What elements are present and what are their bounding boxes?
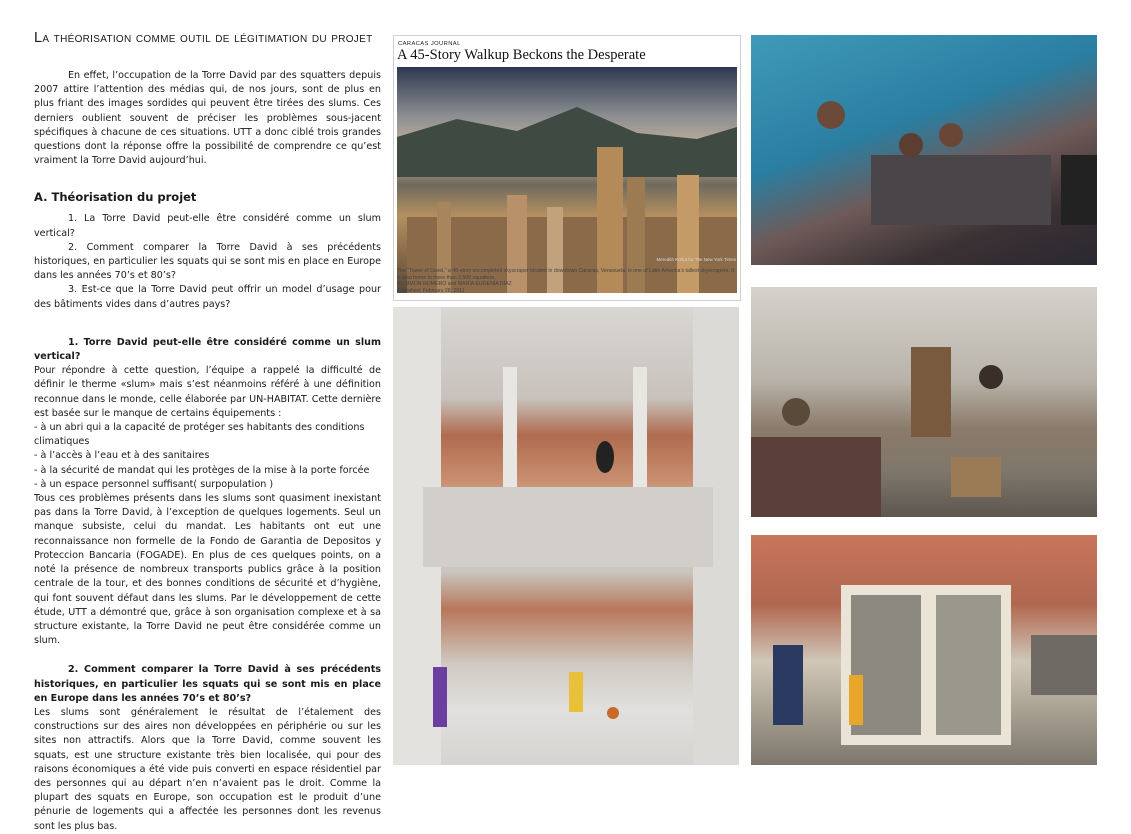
clipping-caption: The “Tower of David,” a 45-story uncompleted skyscraper located in downtown Caracas, Venezuela, is one of Latin America’s tallest skyscrapers. It is also home to more than 2,500 squatters. — [397, 268, 734, 281]
doorway-illustration — [751, 535, 1097, 765]
question-3: 3. Est-ce que la Torre David peut offrir un model d’usage pour des bâtiments vides dans d’autres pays? — [34, 284, 381, 310]
courtyard-illustration — [393, 307, 739, 765]
page-title: La théorisation comme outil de légitimation du projet — [34, 30, 373, 46]
q1-list-item: - à un espace personnel suffisant( surpopulation ) — [34, 478, 274, 490]
courtyard-basketball-photo — [393, 307, 739, 765]
room-illustration — [751, 287, 1097, 517]
residents-room-photo — [751, 287, 1097, 517]
q1-heading: 1. Torre David peut-elle être considéré comme un slum vertical? — [34, 336, 381, 363]
q2-text: Les slums sont généralement le résultat de l’étalement des constructions sur des aires non développées en périphérie ou sur les sites non attractifs. Alors que la Torre David, comme souvent les squats, est une structure existante très bien localisée, qui pour des raisons économiques a été vide puis converti en espace résidentiel par des personnes qui au départ n’en n’avaient pas le droit. Comme la plupart des squats en Europe, son occupation est le produit d’une pénurie de logements qui a affectée les personnes dont les revenus sont les plus bas. — [34, 706, 381, 832]
q1-conclusion: Tous ces problèmes présents dans les slums sont quasiment inexistant pas dans la Torre David, à l’exception de quelques logements. Seul un manque subsiste, celui du mandat. Les habitants ont eut une reconnaissance non formelle de la Fondo de Garantia de Depositos y Proteccion Bancaria (FOGADE). En plus de ces quelques points, on a noté la présence de nombreux transports publics grâce à la position centrale de la tour, et des bonnes conditions de sécurité et d’hygiène, qui font souvent défaut dans les slums. Par le développement de cette étude, UTT a démontré que, grâce à son organisation complexe et à sa structure existante, la Torre David ne peut être considérée comme un slum. — [34, 493, 381, 647]
clipping-headline: A 45-Story Walkup Beckons the Desperate — [397, 47, 646, 63]
q1-list-item: - à l’accès à l’eau et à des sanitaires — [34, 450, 210, 462]
living-room-illustration — [751, 35, 1097, 265]
q1-text: Pour répondre à cette question, l’équipe a rappelé la difficulté de définir le therme «slum» mais s’est néanmoins référé à une définition reconnue dans le monde, celle élaborée par UN-HABITAT. Cette dernière est basée sur le manque de certains équipements : — [34, 365, 381, 419]
question-1: 1. La Torre David peut-elle être considéré comme un slum vertical? — [34, 213, 381, 239]
intro-paragraph: En effet, l’occupation de la Torre David par des squatters depuis 2007 attire l’attention des médias qui, de nos jours, sont de plus en plus friant des images sordides qui peuvent être tirées des slums. Ces derniers oublient souvent de préciser les problèmes sous-jacent spécifiques à chacune de ces situations. UTT a donc ciblé trois grandes questions dont la réponse offre la possibilité de comprendre ce qu’est vraiment la Torre David aujourd’hui. — [34, 70, 381, 167]
photo-credit: Meredith Kohut for The New York Times — [656, 257, 736, 262]
question-2: 2. Comment comparer la Torre David à ses précédents historiques, en particulier les squats qui se sont mis en place en Europe dans les années 70’s et 80’s? — [34, 241, 381, 282]
text-column — [34, 30, 381, 834]
doorway-children-photo — [751, 535, 1097, 765]
clipping-byline: By SIMON ROMERO and MARÍA EUGENIA DÍAZ — [397, 281, 512, 288]
q2-heading: 2. Comment comparer la Torre David à ses précédents historiques, en particulier les squats qui se sont mis en place en Europe dans les années 70’s et 80’s? — [34, 664, 381, 704]
clipping-caption-block — [397, 268, 737, 294]
q1-list-item: - à la sécurité de mandat qui les protèges de la mise à la porte forcée — [34, 464, 370, 476]
newspaper-clipping — [393, 35, 741, 301]
clipping-kicker: CARACAS JOURNAL — [398, 41, 461, 47]
clipping-date: Published: February 28, 2011 — [397, 287, 465, 294]
q1-list-item: - à un abri qui a la capacité de protéger ses habitants des conditions climatiques — [34, 422, 365, 448]
section-title: A. Théorisation du projet — [34, 190, 197, 205]
family-living-room-photo — [751, 35, 1097, 265]
spacer — [34, 648, 381, 663]
spacer — [34, 312, 381, 336]
